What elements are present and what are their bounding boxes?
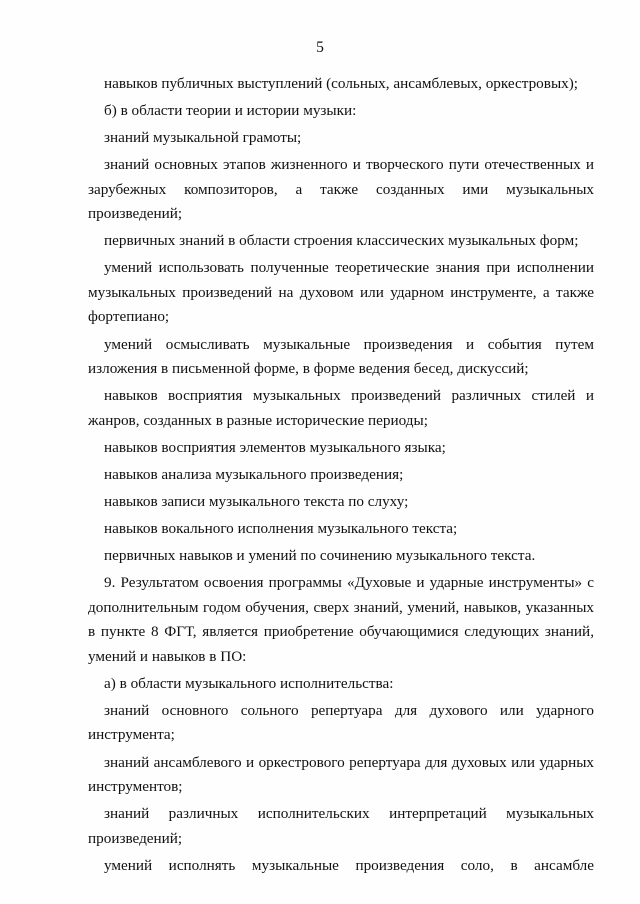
- paragraph: знаний основных этапов жизненного и творческого пути отечественных и зарубежных композиторов, а также созданных ими музыкальных произведений;: [88, 156, 594, 223]
- paragraph: б) в области теории и истории музыки:: [104, 102, 357, 120]
- paragraph: навыков анализа музыкального произведения;: [104, 465, 404, 483]
- paragraph: умений осмысливать музыкальные произведения и события путем изложения в письменной форме, в форме ведения бесед, дискуссий;: [88, 335, 594, 378]
- paragraph: навыков восприятия музыкальных произведений различных стилей и жанров, созданных в разные исторические периоды;: [88, 387, 594, 429]
- document-body: [88, 72, 594, 881]
- paragraph: первичных знаний в области строения классических музыкальных форм;: [104, 232, 579, 250]
- paragraph: первичных навыков и умений по сочинению музыкального текста.: [104, 547, 536, 565]
- paragraph: навыков восприятия элементов музыкального языка;: [104, 438, 446, 456]
- paragraph: знаний ансамблевого и оркестрового репертуара для духовых или ударных инструментов;: [88, 753, 594, 795]
- paragraph: знаний основного сольного репертуара для духового или ударного инструмента;: [88, 701, 594, 744]
- page-number: 5: [316, 39, 324, 56]
- paragraph: знаний музыкальной грамоты;: [104, 129, 302, 147]
- paragraph: навыков записи музыкального текста по слуху;: [104, 492, 409, 510]
- paragraph: умений исполнять музыкальные произведения соло, в ансамбле: [104, 856, 594, 874]
- paragraph: знаний различных исполнительских интерпретаций музыкальных произведений;: [88, 805, 594, 847]
- paragraph: навыков публичных выступлений (сольных, ансамблевых, оркестровых);: [104, 75, 579, 92]
- paragraph: умений использовать полученные теоретические знания при исполнении музыкальных произведений на духовом или ударном инструменте, а также фортепиано;: [88, 259, 594, 326]
- paragraph: навыков вокального исполнения музыкального текста;: [104, 520, 458, 538]
- paragraph: 9. Результатом освоения программы «Духовые и ударные инструменты» с дополнительным годом обучения, сверх знаний, умений, навыков, указанных в пункте 8 ФГТ, является приобретение обучающимися следующих знаний, умений и навыков в ПО:: [88, 574, 594, 665]
- paragraph: а) в области музыкального исполнительства:: [104, 674, 394, 692]
